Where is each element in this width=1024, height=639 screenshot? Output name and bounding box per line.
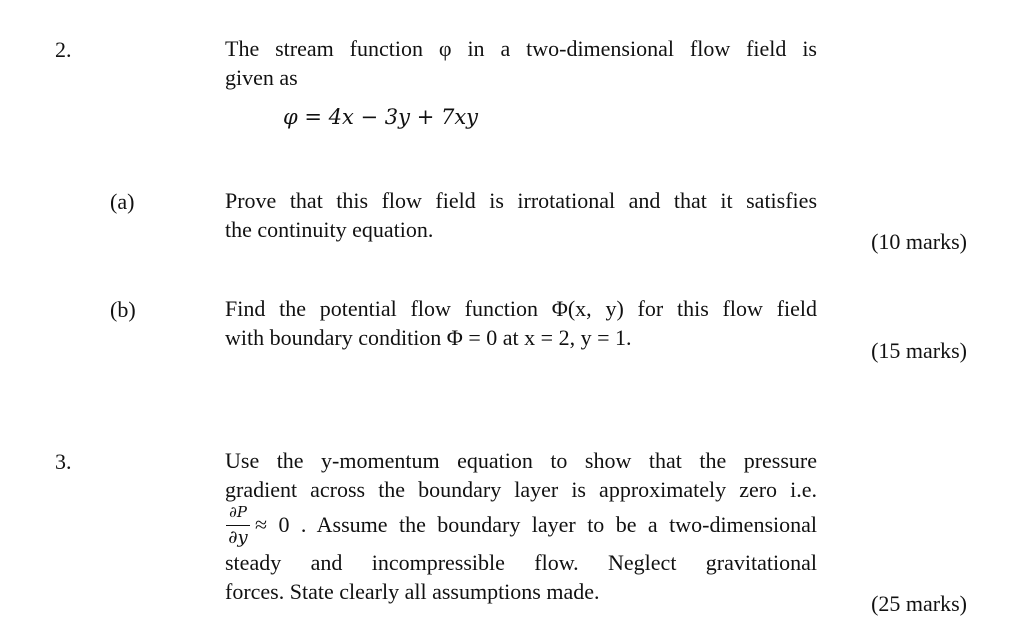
part-a-text <box>225 187 817 244</box>
part-b-line-1: Find the potential flow function Φ(x, y) for this flow field <box>225 296 817 321</box>
question-2-stem-line-2: given as <box>225 64 298 90</box>
fraction-numerator: ∂P <box>229 503 247 521</box>
part-b-label: (b) <box>110 297 136 322</box>
fraction-denominator: ∂y <box>228 527 248 548</box>
pressure-gradient-fraction <box>225 503 251 549</box>
part-a-marks: (10 marks) <box>871 229 967 254</box>
question-3-line-2: gradient across the boundary layer is approximately zero i.e. <box>225 476 817 502</box>
question-3-text-bottom <box>225 549 817 606</box>
question-3-line-3: ≈ 0 . Assume the boundary layer to be a two-dimensional <box>255 512 817 537</box>
question-3-line-1: Use the y-momentum equation to show that the pressure <box>225 448 817 473</box>
question-3-line-5: forces. State clearly all assumptions made. <box>225 578 600 604</box>
part-b-marks: (15 marks) <box>871 338 967 363</box>
part-b-line-2: with boundary condition Φ = 0 at x = 2, y = 1. <box>225 324 632 350</box>
question-2-stem-line-1: The stream function φ in a two-dimensional flow field is <box>225 36 817 61</box>
part-b-text <box>225 295 817 352</box>
fraction-bar <box>226 525 250 526</box>
question-2-number: 2. <box>55 37 72 62</box>
part-a-label: (a) <box>110 189 135 214</box>
question-3-marks: (25 marks) <box>871 591 967 616</box>
question-2-stem <box>225 35 817 92</box>
question-3-text-top <box>225 447 817 504</box>
question-3-line-4: steady and incompressible flow. Neglect gravitational <box>225 550 817 575</box>
part-a-line-2: the continuity equation. <box>225 216 434 242</box>
question-3-number: 3. <box>55 449 72 474</box>
stream-function-equation: φ = 4x − 3y + 7xy <box>283 105 479 129</box>
part-a-line-1: Prove that this flow field is irrotational and that it satisfies <box>225 188 817 213</box>
